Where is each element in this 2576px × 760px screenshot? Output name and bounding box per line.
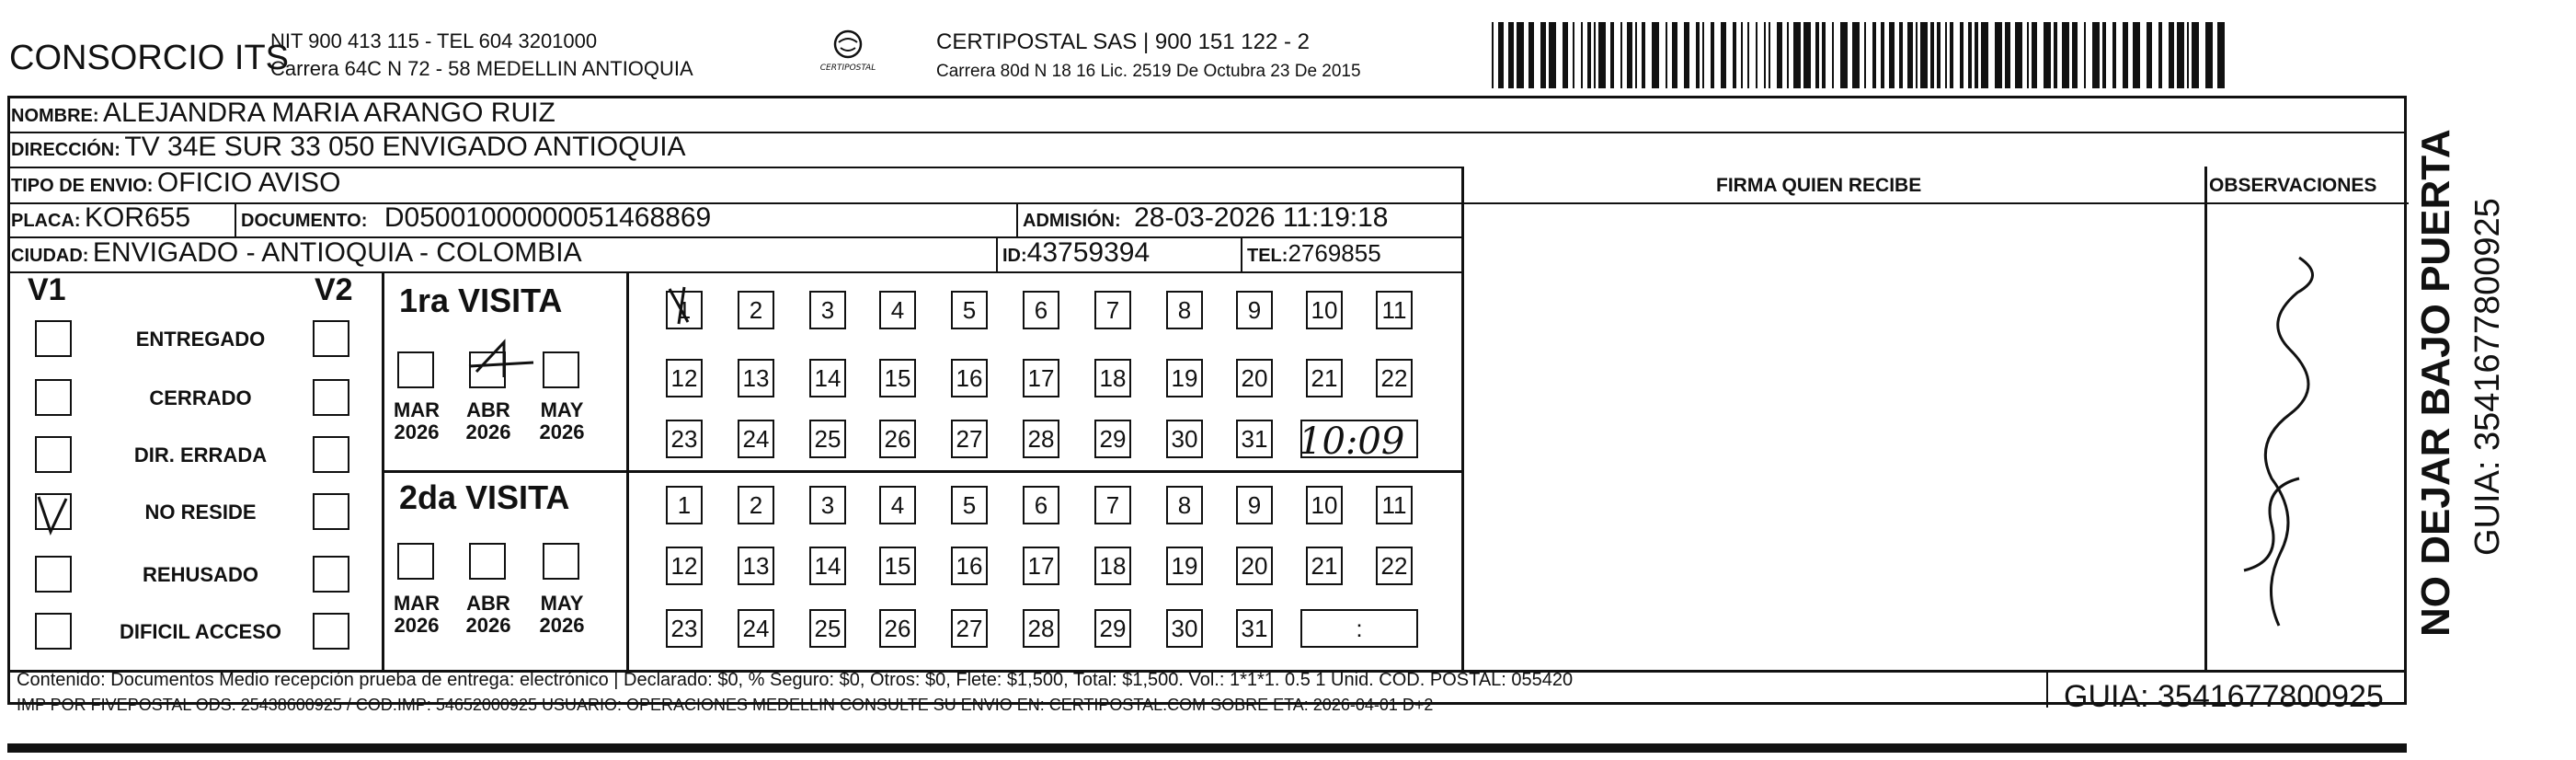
day-box[interactable]: 28 xyxy=(1023,609,1059,648)
day-box[interactable]: 19 xyxy=(1166,359,1203,397)
day-box[interactable]: 28 xyxy=(1023,420,1059,458)
day-box[interactable]: 7 xyxy=(1094,291,1131,329)
day-box[interactable]: 14 xyxy=(809,359,846,397)
day-box[interactable]: 8 xyxy=(1166,486,1203,524)
month-label: ABR 2026 xyxy=(465,592,511,637)
first-visit-day-check-mark xyxy=(670,287,688,324)
status-label: DIFICIL ACCESO xyxy=(119,620,281,643)
day-box[interactable]: 18 xyxy=(1094,359,1131,397)
day-box[interactable]: 10 xyxy=(1306,291,1343,329)
status-label: NO RESIDE xyxy=(144,501,257,524)
day-box[interactable]: 11 xyxy=(1376,291,1413,329)
day-box[interactable]: 12 xyxy=(666,359,703,397)
v2-header: V2 xyxy=(315,272,353,307)
id-label: ID: xyxy=(1002,246,1027,266)
day-box[interactable]: 6 xyxy=(1023,291,1059,329)
day-box[interactable]: 30 xyxy=(1166,609,1203,648)
no-dejar-warning: NO DEJAR BAJO PUERTA xyxy=(2413,129,2458,637)
tel-value: 2769855 xyxy=(1288,239,1381,267)
v1-header: V1 xyxy=(28,272,66,307)
day-box[interactable]: 17 xyxy=(1023,547,1059,585)
day-box[interactable]: 13 xyxy=(738,359,774,397)
day-box[interactable]: 22 xyxy=(1376,359,1413,397)
status-label: DIR. ERRADA xyxy=(133,443,268,466)
observaciones-signature xyxy=(2244,258,2313,626)
footer-contents: Contenido: Documentos Medio recepción prueba de entrega: electrónico | Declarado: $0, % Seguro: $0, Otros: $0, Flete: $1,500, Total: $1,500. Vol.: 1*1*1. 0.5 1 Unid. COD. POSTAL: 055420 xyxy=(17,670,1574,690)
tel-label: TEL: xyxy=(1247,246,1288,266)
month-label: MAY 2026 xyxy=(539,398,585,443)
certipostal-sub: Carrera 80d N 18 16 Lic. 2519 De Octubra 23 De 2015 xyxy=(936,62,1361,81)
day-box[interactable]: 17 xyxy=(1023,359,1059,397)
bottom-rule xyxy=(7,743,2407,753)
company-name: CONSORCIO ITS xyxy=(9,39,290,77)
day-box[interactable]: 4 xyxy=(879,486,916,524)
status-label: CERRADO xyxy=(149,386,252,409)
day-box[interactable]: 20 xyxy=(1236,547,1273,585)
day-box[interactable]: 21 xyxy=(1306,547,1343,585)
day-box[interactable]: 25 xyxy=(809,420,846,458)
placa-label: PLACA: xyxy=(11,211,81,231)
day-box[interactable]: 9 xyxy=(1236,486,1273,524)
day-box[interactable]: 7 xyxy=(1094,486,1131,524)
no-reside-check-mark xyxy=(39,497,66,532)
day-box[interactable]: 20 xyxy=(1236,359,1273,397)
day-box[interactable]: 24 xyxy=(738,420,774,458)
day-box[interactable]: 18 xyxy=(1094,547,1131,585)
tipo-envio-value: OFICIO AVISO xyxy=(156,167,341,198)
month-label: MAR 2026 xyxy=(393,398,441,443)
day-box[interactable]: 27 xyxy=(951,420,988,458)
first-visit-title: 1ra VISITA xyxy=(399,282,563,319)
day-box[interactable]: 23 xyxy=(666,420,703,458)
day-box[interactable]: 26 xyxy=(879,420,916,458)
day-box[interactable]: 4 xyxy=(879,291,916,329)
side-guia: GUIA: 3541677800925 xyxy=(2468,198,2507,556)
day-box[interactable]: 16 xyxy=(951,547,988,585)
direccion-value: TV 34E SUR 33 050 ENVIGADO ANTIOQUIA xyxy=(124,132,686,162)
admision-value: 28-03-2026 11:19:18 xyxy=(1134,202,1389,233)
day-box[interactable]: 11 xyxy=(1376,486,1413,524)
nombre-label: NOMBRE: xyxy=(11,106,99,126)
firma-header: FIRMA QUIEN RECIBE xyxy=(1716,175,1922,196)
certipostal-line: CERTIPOSTAL SAS | 900 151 122 - 2 xyxy=(936,29,1310,54)
month-label: ABR 2026 xyxy=(465,398,511,443)
day-box[interactable]: 1 xyxy=(666,291,703,329)
id-value: 43759394 xyxy=(1026,237,1151,268)
day-box[interactable]: 29 xyxy=(1094,609,1131,648)
day-box[interactable]: 15 xyxy=(879,547,916,585)
day-box[interactable]: 15 xyxy=(879,359,916,397)
day-box[interactable]: 26 xyxy=(879,609,916,648)
second-visit-title: 2da VISITA xyxy=(399,478,570,516)
month-label: MAR 2026 xyxy=(393,592,441,637)
day-box[interactable]: 6 xyxy=(1023,486,1059,524)
day-box[interactable]: 3 xyxy=(809,291,846,329)
day-box[interactable]: 16 xyxy=(951,359,988,397)
month-label: MAY 2026 xyxy=(539,592,585,637)
status-label: ENTREGADO xyxy=(135,328,266,351)
day-box[interactable]: 30 xyxy=(1166,420,1203,458)
day-box[interactable]: 22 xyxy=(1376,547,1413,585)
handwritten-time: 10:09 xyxy=(1299,420,1405,463)
day-box[interactable]: 24 xyxy=(738,609,774,648)
logo-text: CERTIPOSTAL xyxy=(819,63,876,73)
ciudad-value: ENVIGADO - ANTIOQUIA - COLOMBIA xyxy=(92,237,582,268)
day-box[interactable]: 19 xyxy=(1166,547,1203,585)
documento-value: D05001000000051468869 xyxy=(384,202,712,233)
first-visit-month-check-mark xyxy=(469,342,533,377)
time-box[interactable]: : xyxy=(1300,609,1418,648)
day-box[interactable]: 5 xyxy=(951,291,988,329)
day-box[interactable]: 10 xyxy=(1306,486,1343,524)
footer-guia: GUIA: 3541677800925 xyxy=(2064,679,2384,714)
day-box[interactable]: 14 xyxy=(809,547,846,585)
day-box[interactable]: 23 xyxy=(666,609,703,648)
day-box[interactable]: 2 xyxy=(738,291,774,329)
ciudad-label: CIUDAD: xyxy=(11,246,89,266)
direccion-label: DIRECCIÓN: xyxy=(11,140,120,160)
day-box[interactable]: 31 xyxy=(1236,420,1273,458)
day-box[interactable]: 31 xyxy=(1236,609,1273,648)
nit-line: NIT 900 413 115 - TEL 604 3201000 xyxy=(270,29,598,52)
day-box[interactable]: 2 xyxy=(738,486,774,524)
day-box[interactable]: 5 xyxy=(951,486,988,524)
day-box[interactable]: 27 xyxy=(951,609,988,648)
observaciones-header: OBSERVACIONES xyxy=(2209,175,2377,196)
day-box[interactable]: 8 xyxy=(1166,291,1203,329)
day-box[interactable]: 12 xyxy=(666,547,703,585)
day-box[interactable]: 1 xyxy=(666,486,703,524)
footer-imp: IMP POR FIVEPOSTAL ODS. 25438600925 / COD.IMP: 54652000925 USUARIO: OPERACIONES MEDELLIN CONSULTE SU ENVIO EN: CERTIPOSTAL.COM SOBRE ETA: 2026-04-01 D+2 xyxy=(17,696,1434,714)
placa-value: KOR655 xyxy=(85,202,191,233)
documento-label: DOCUMENTO: xyxy=(241,211,368,231)
day-box[interactable]: 13 xyxy=(738,547,774,585)
day-box[interactable]: 21 xyxy=(1306,359,1343,397)
day-box[interactable]: 29 xyxy=(1094,420,1131,458)
address-line: Carrera 64C N 72 - 58 MEDELLIN ANTIOQUIA xyxy=(270,57,693,80)
tipo-envio-label: TIPO DE ENVIO: xyxy=(11,176,154,196)
nombre-value: ALEJANDRA MARIA ARANGO RUIZ xyxy=(103,98,555,128)
day-box[interactable]: 25 xyxy=(809,609,846,648)
admision-label: ADMISIÓN: xyxy=(1023,211,1121,231)
day-box[interactable]: 3 xyxy=(809,486,846,524)
day-box[interactable]: 9 xyxy=(1236,291,1273,329)
status-label: REHUSADO xyxy=(143,563,258,586)
